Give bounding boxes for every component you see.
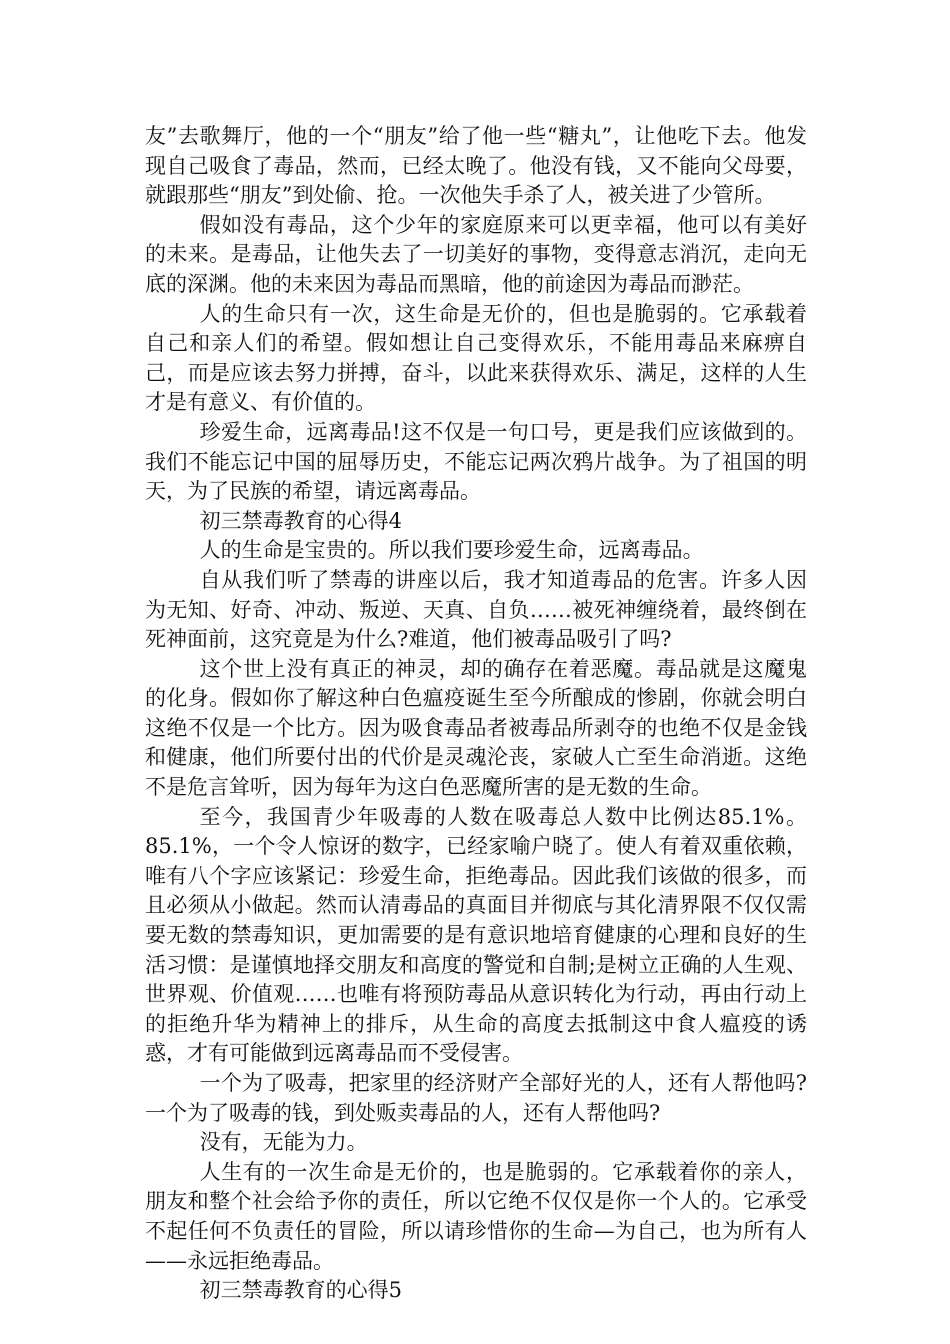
paragraph-continuation: 友”去歌舞厅，他的一个“朋友”给了他一些“糖丸”，让他吃下去。他发现自己吸食了毒品，然而，已经太晚了。他没有钱，又不能向父母要，就跟那些“朋友”到处偷、抢。一次他失手杀了人，被关进了少管所。 (145, 124, 807, 208)
paragraph: 没有，无能为力。 (199, 1130, 368, 1155)
paragraph: 人生有的一次生命是无价的，也是脆弱的。它承载着你的亲人，朋友和整个社会给予你的责任，所以它绝不仅仅是你一个人的。它承受不起任何不负责任的冒险，所以请珍惜你的生命—为自己，也为所有人——永远拒绝毒品。 (145, 1159, 807, 1273)
paragraph: 自从我们听了禁毒的讲座以后，我才知道毒品的危害。许多人因为无知、好奇、冲动、叛逆、天真、自负……被死神缠绕着，最终倒在死神面前，这究竟是为什么?难道，他们被毒品吸引了吗? (145, 567, 807, 652)
document-body (145, 122, 807, 1306)
paragraph: 珍爱生命，远离毒品!这不仅是一句口号，更是我们应该做到的。我们不能忘记中国的屈辱历史，不能忘记两次鸦片战争。为了祖国的明天，为了民族的希望，请远离毒品。 (145, 419, 807, 504)
paragraph: 人的生命只有一次，这生命是无价的，但也是脆弱的。它承载着自己和亲人们的希望。假如想让自己变得欢乐，不能用毒品来麻痹自己，而是应该去努力拼搏，奋斗，以此来获得欢乐、满足，这样的人生才是有意义、有价值的。 (145, 301, 807, 415)
paragraph: 这个世上没有真正的神灵，却的确存在着恶魔。毒品就是这魔鬼的化身。假如你了解这种白色瘟疫诞生至今所酿成的惨剧，你就会明白这绝不仅是一个比方。因为吸食毒品者被毒品所剥夺的也绝不仅是金钱和健康，他们所要付出的代价是灵魂沦丧，家破人亡至生命消逝。这绝不是危言耸听，因为每年为这白色恶魔所害的是无数的生命。 (145, 656, 807, 800)
paragraph: 假如没有毒品，这个少年的家庭原来可以更幸福，他可以有美好的未来。是毒品，让他失去了一切美好的事物，变得意志消沉，走向无底的深渊。他的未来因为毒品而黑暗，他的前途因为毒品而渺茫。 (145, 212, 807, 296)
section-heading: 初三禁毒教育的心得5 (199, 1278, 402, 1303)
paragraph: 人的生命是宝贵的。所以我们要珍爱生命，远离毒品。 (199, 538, 704, 563)
paragraph: 至今，我国青少年吸毒的人数在吸毒总人数中比例达85.1%。85.1%，一个令人惊讶的数字，已经家喻户晓了。使人有着双重依赖，唯有八个字应该紧记：珍爱生命，拒绝毒品。因此我们该做的很多，而且必须从小做起。然而认清毒品的真面目并彻底与其化清界限不仅仅需要无数的禁毒知识，更加需要的是有意识地培育健康的心理和良好的生活习惯：是谨慎地择交朋友和高度的警觉和自制;是树立正确的人生观、世界观、价值观……也唯有将预防毒品从意识转化为行动，再由行动上的拒绝升华为精神上的排斥，从生命的高度去抵制这中食人瘟疫的诱惑，才有可能做到远离毒品而不受侵害。 (145, 804, 807, 1066)
paragraph: 一个为了吸毒，把家里的经济财产全部好光的人，还有人帮他吗? 一个为了吸毒的钱，到处贩卖毒品的人，还有人帮他吗? (145, 1071, 807, 1125)
section-heading: 初三禁毒教育的心得4 (199, 508, 402, 533)
